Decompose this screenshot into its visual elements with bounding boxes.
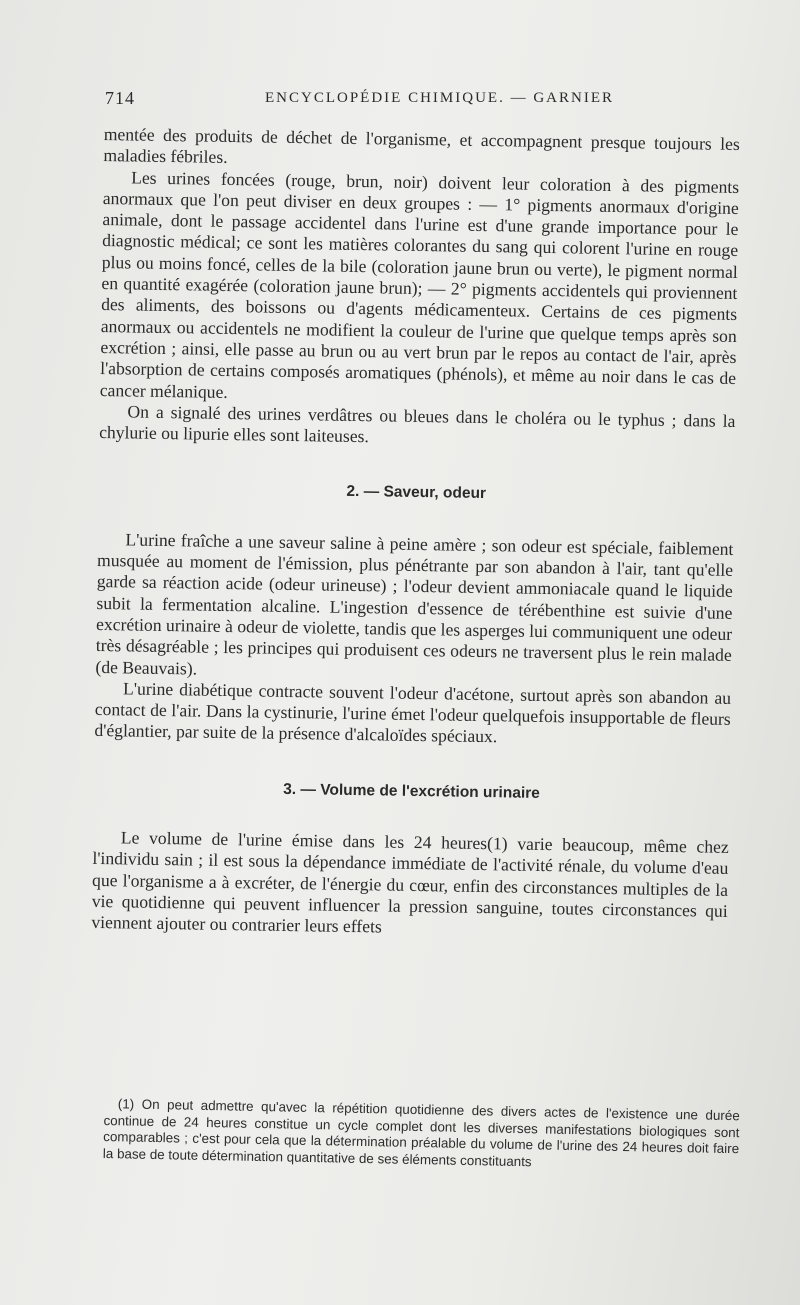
paragraph-taste: L'urine fraîche a une saveur saline à peine amère ; son odeur est spéciale, faiblement musquée au moment de l'émission, plus pénétrante par son abandon à l'air, tant qu'elle garde sa réaction acide (odeur urineuse) ; l'odeur devient ammoniacale quand le liquide subit la fermentation alcaline. L'ingestion d'essence de térébenthine est suivie d'une excrétion urinaire à odeur de violette, tandis que les asperges lui communiquent une odeur très désagréable ; les principes qui produisent ces odeurs ne traversent plus le rein malade (de Beauvais).: [95, 529, 734, 679]
paragraph-green-blue-urines: On a signalé des urines verdâtres ou bleues dans le choléra ou le typhus ; dans la chylurie ou lipurie elles sont laiteuses.: [99, 401, 736, 447]
page-number: 714: [105, 88, 135, 108]
section-title-taste-odor: 2. — Saveur, odeur: [346, 483, 487, 503]
footnote: [103, 1096, 740, 1174]
paragraph-dark-urines: Les urines foncées (rouge, brun, noir) doivent leur coloration à des pigments anormaux que l'on peut diviser en deux groupes : — 1° pigments anormaux d'origine animale, dont le passage accidentel dans l'urine est d'une grande importance pour le diagnostic médical; ce sont les matières colorantes du sang qui colorent l'urine en rouge plus ou moins foncé, celles de la bile (coloration jaune brun ou verte), le pigment normal en quantité exagérée (coloration jaune brun); — 2° pigments accidentels qui proviennent des aliments, des boissons ou d'agents médicamenteux. Certains de ces pigments anormaux ou accidentels ne modifient la couleur de l'urine que quelque temps après son excrétion ; ainsi, elle passe au brun ou au vert brun par le repos au contact de l'air, après l'absorption de certains composés aromatiques (phénols), et même au noir dans le cas de cancer mélanique.: [99, 167, 740, 402]
paragraph-volume: Le volume de l'urine émise dans les 24 heures(1) varie beaucoup, même chez l'individu sain ; il est sous la dépendance immédiate de l'activité rénale, du volume d'eau que l'organisme a à excréter, de l'énergie du cœur, enfin des circonstances multiples de la vie quotidienne qui peuvent influencer la pression sanguine, toutes circonstances qui viennent ajouter ou contrarier leurs effets: [91, 827, 729, 937]
running-title: ENCYCLOPÉDIE CHIMIQUE. — GARNIER: [265, 90, 614, 106]
paragraph-diabetic-odor: L'urine diabétique contracte souvent l'odeur d'acétone, surtout après son abandon au contact de l'air. Dans la cystinurie, l'urine émet l'odeur quelquefois insupportable de fleurs d'églantier, par suite de la présence d'alcaloïdes spéciaux.: [94, 678, 732, 747]
footnote-text: (1) On peut admettre qu'avec la répétition quotidienne des divers actes de l'existence une durée continue de 24 heures constitue un cycle complet dont les diverses manifestations biologiques sont comparables ; c'est pour cela que la détermination préalable du volume de l'urine des 24 heures doit faire la base de toute détermination quantitative de ses éléments constituants: [102, 1096, 740, 1169]
paragraph-continued: mentée des produits de déchet de l'organisme, et accompagnent presque toujours les maladies fébriles.: [103, 124, 740, 168]
page-header: [105, 88, 745, 116]
section-title-volume: 3. — Volume de l'excrétion urinaire: [283, 780, 541, 802]
body-text: [91, 124, 740, 943]
